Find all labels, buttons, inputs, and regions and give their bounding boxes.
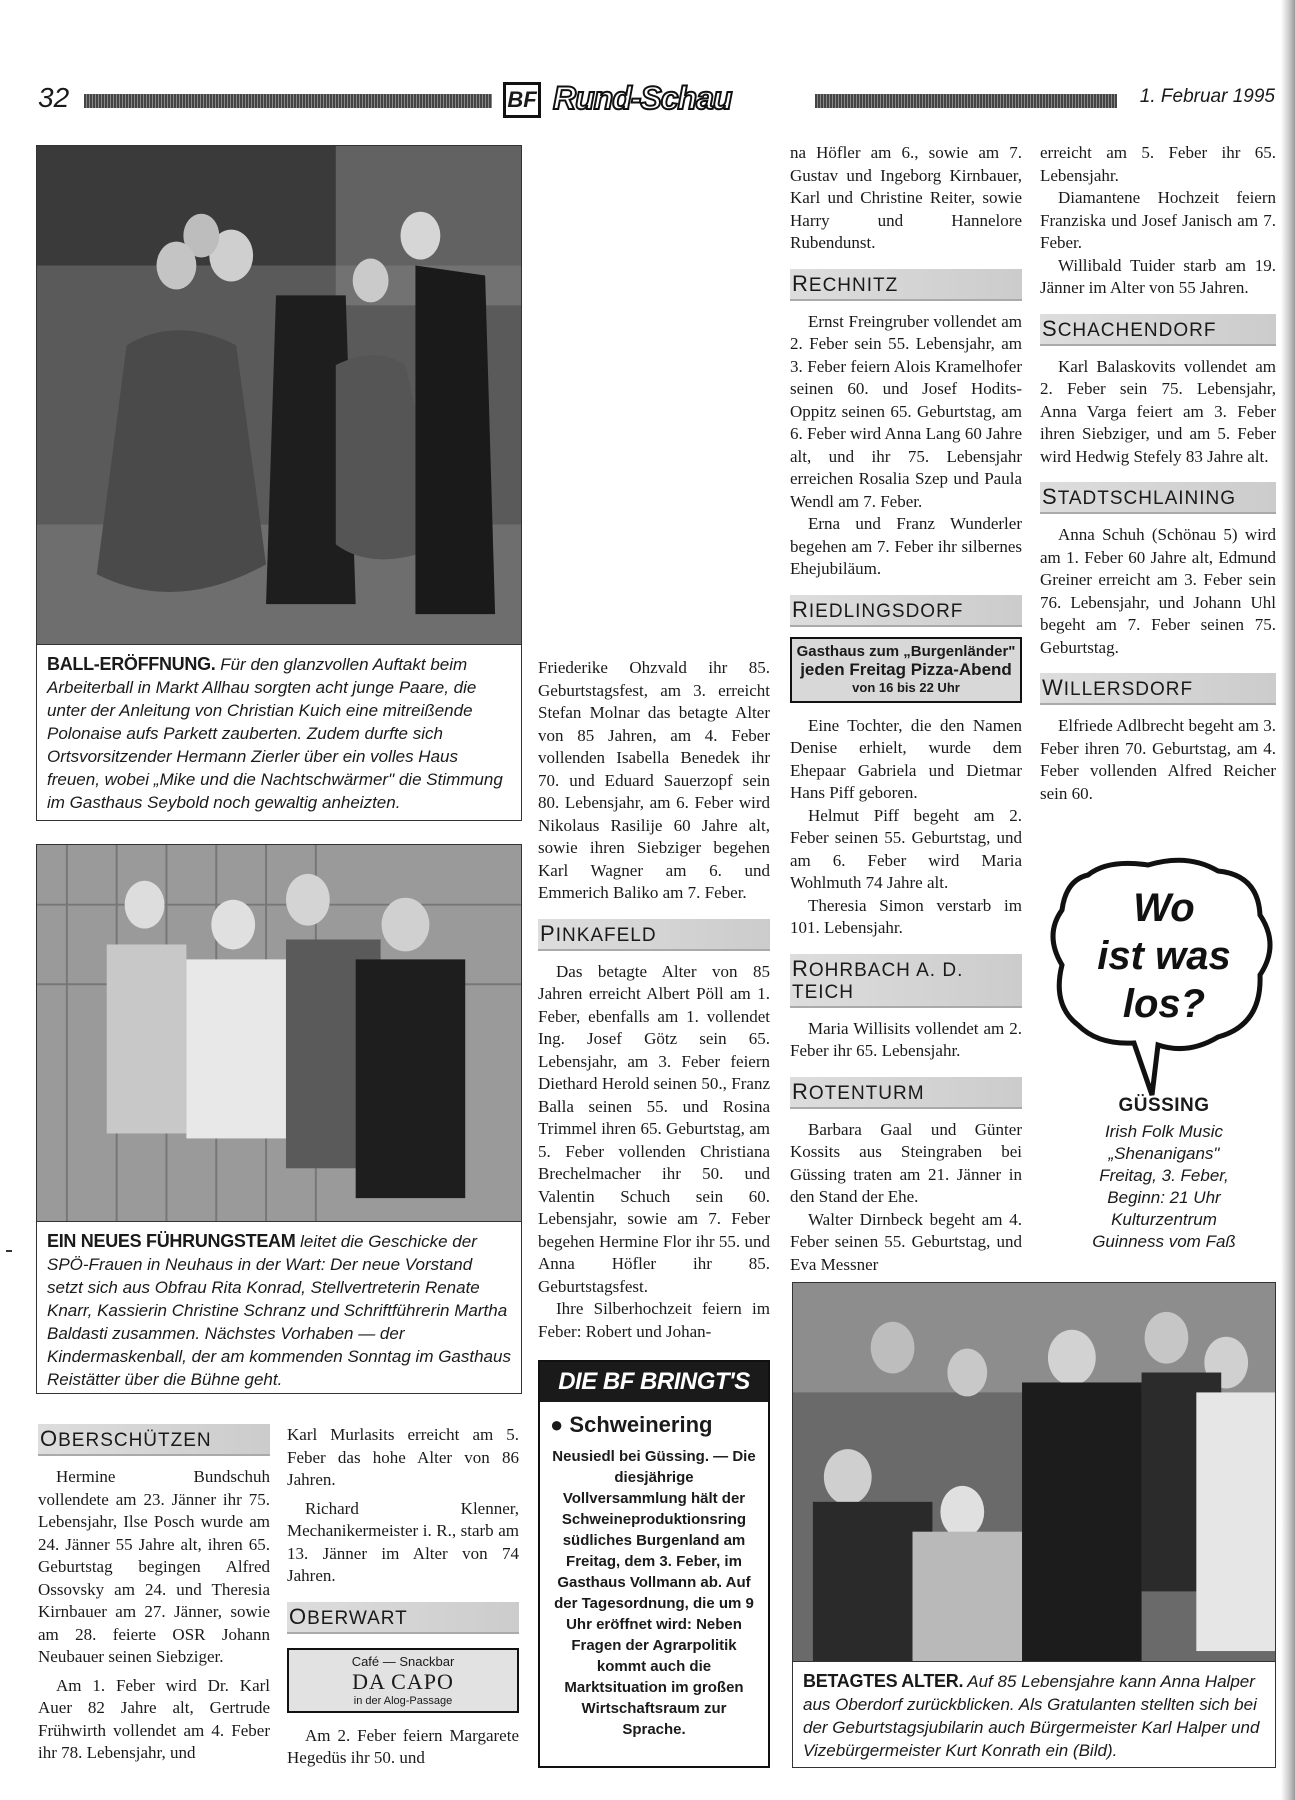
article-text: Elfriede Adlbrecht begeht am 3. Feber ihren 70. Geburtstag, am 4. Feber vollenden Alfred Reicher sein 60. [1040,716,1276,803]
ad-name: DA CAPO [352,1668,454,1694]
heading-rohrbach: ROHRBACH A. D. TEICH [790,954,1022,1008]
article-text: Karl Balaskovits vollendet am 2. Feber sein 75. Lebensjahr, Anna Varga feiert am 3. Feber ihren Siebziger, und am 5. Feber wird Hedwig Stefely 83 Jahre alt. [1040,356,1276,466]
photo-betagtes-alter [792,1282,1276,1662]
ad-gasthaus-burgenlaender [790,637,1022,703]
article-text: Ihre Silberhochzeit feiern im Feber: Robert und Johan- [538,1299,770,1341]
bubble-text: Wo [1133,886,1195,930]
article-text: Am 2. Feber feiern Margarete Hegedüs ihr 50. und [287,1725,519,1767]
article-text: Karl Murlasits erreicht am 5. Feber das hohe Alter von 86 Jahren. [287,1425,519,1489]
speech-bubble-icon [1048,855,1280,1105]
event-line: „Shenanigans" [1108,1144,1220,1163]
section-title: Rund-Schau [553,80,732,116]
event-line: Irish Folk Music [1104,1122,1224,1141]
event-line: Beginn: 21 Uhr [1107,1188,1221,1207]
ad-line: Gasthaus zum „Burgenländer" [796,642,1016,660]
heading-pinkafeld: PINKAFELD [538,919,770,951]
bf-logo: BF [503,82,541,118]
column-pinkafeld [538,657,770,1343]
article-text: Ernst Freingruber vollendet am 2. Feber sein 55. Lebensjahr, am 3. Feber feiern Alois Kramelhofer seinen 60. und Josef Hodits-Oppitz seinen 65. Geburtstag, am 6. Feber wird Anna Lang 60 Jahre alt, und ihr 75. Lebensjahr erreichen Rosalia Szep und Paula Wendl am 7. Feber. [790,311,1022,511]
article-text: Helmut Piff begeht am 2. Feber seinen 55. Geburtstag, und am 6. Feber wird Maria Wohlmuth 74 Jahre alt. [790,805,1022,892]
article-text: Friederike Ohzvald ihr 85. Geburtstagsfest, am 3. erreicht Stefan Molnar das betagte Alter von 85 Jahren, am 4. Feber vollenden Isabella Benedek ihr 70. und Eduard Sauerzopf sein 80. Lebensjahr, am 6. Feber wird Nikolaus Rasilije 60 Jahre alt, sowie ihren Siebziger begehen Karl Wagner am 6. und Emmerich Baliko am 7. Feber. [538,658,770,902]
caption-lead: EIN NEUES FÜHRUNGSTEAM [47,1231,296,1251]
article-text: Hermine Bundschuh vollendete am 23. Jänner ihr 75. Lebensjahr, Ilse Posch wurde am 24. Jänner 55 Jahre alt, ihren 65. Geburtstag begingen Alfred Ossovsky am 24. und Theresia Kirnbauer am 27. Jänner, sowie am 28. feierte OSR Johann Neubauer seinen Siebziger. [38,1467,270,1666]
ad-line: in der Alog-Passage [353,1694,453,1707]
bf-box-body: Neusiedl bei Güssing. — Die diesjährige Vollversammlung hält der Schweineproduktionsring südliches Burgenland am Freitag, dem 3. Feber, im Gasthaus Vollmann ab. Auf der Tagesordnung, die um 9 Uhr eröffnet wird: Neben Fragen der Agrarpolitik kommt auch die Marktsituation im großen Wirtschaftsraum zur Sprache. [552,1448,756,1738]
event-line: Guinness vom Faß [1092,1232,1236,1251]
article-text: Barbara Gaal und Günter Kossits aus Steingraben bei Güssing traten am 21. Jänner in den Stand der Ehe. [790,1119,1022,1206]
ad-line: jeden Freitag Pizza-Abend [800,659,1012,679]
column-rechnitz [790,142,1022,1276]
caption-ball-opening [36,645,522,821]
caption-betagtes-alter [792,1662,1276,1768]
heading-stadtschlaining: STADTSCHLAINING [1040,482,1276,514]
margin-mark [6,1250,12,1252]
caption-lead: BETAGTES ALTER. [803,1671,964,1691]
bf-box-title: DIE BF BRINGT'S [540,1362,768,1402]
article-text: Erna und Franz Wunderler begehen am 7. Feber ihr silbernes Ehejubiläum. [790,514,1022,578]
article-text: Walter Dirnbeck begeht am 4. Feber seinen 55. Geburtstag, und Eva Messner [790,1209,1022,1274]
heading-oberwart: OBERWART [287,1602,519,1634]
article-text: Maria Willisits vollendet am 2. Feber ihr 65. Lebensjahr. [790,1018,1022,1060]
bubble-text: ist was [1097,934,1231,978]
page-number: 32 [38,82,70,113]
issue-date: 1. Februar 1995 [1139,86,1275,107]
heading-oberschuetzen: OBERSCHÜTZEN [38,1424,270,1456]
header-rule-left [84,94,492,108]
column-oberwart [287,1424,519,1770]
photo-ball-opening [36,145,522,645]
bullet-icon: ● [550,1412,564,1437]
article-text: Diamantene Hochzeit feiern Franziska und Josef Janisch am 7. Feber. [1040,188,1276,252]
article-text: erreicht am 5. Feber ihr 65. Lebensjahr. [1040,143,1276,185]
article-text: Willibald Tuider starb am 19. Jänner im Alter von 55 Jahren. [1040,255,1276,297]
ad-cafe-da-capo [287,1648,519,1713]
bf-bringts-box [538,1360,770,1768]
event-line: Freitag, 3. Feber, [1099,1166,1229,1185]
article-text: Das betagte Alter von 85 Jahren erreicht Albert Pöll am 1. Feber, ebenfalls am 1. vollendet Ing. Josef Götz sein 65. Lebensjahr, am 3. Feber feiern Diethard Herold seinen 50., Franz Balla seinen 55. und Rosina Trimmel ihren 65. Geburtstag, am 5. Feber vollenden Christiana Brechelmacher ihr 50. und Valentin Schuch sein 60. Lebensjahr, sowie am 7. Feber begehen Hermine Flor ihr 55. und Anna Höfler ihr 85. Geburtstagsfest. [538,961,770,1296]
header-rule-right [815,94,1117,108]
caption-lead: BALL-ERÖFFNUNG. [47,654,216,674]
article-text: Eine Tochter, die den Namen Denise erhielt, wurde dem Ehepaar Gabriela und Dietmar Hans Piff geboren. [790,715,1022,802]
article-text: Richard Klenner, Mechanikermeister i. R., starb am 13. Jänner im Alter von 74 Jahren. [287,1498,519,1585]
caption-text: Auf 85 Lebensjahre kann Anna Halper aus Oberdorf zurückblicken. Als Gratulanten stellten sich bei der Geburtstagsjubilarin auch Bürgermeister Karl Halper und Vizebürgermeister Kurt Konrath ein (Bild). [803,1672,1260,1760]
article-text: Theresia Simon verstarb im 101. Lebensjahr. [790,895,1022,937]
caption-text: leitet die Geschicke der SPÖ-Frauen in Neuhaus in der Wart: Der neue Vorstand setzt sich aus Obfrau Rita Konrad, Stellvertreterin Renate Knarr, Kassierin Christine Schranz und Schriftführerin Martha Baldasti zusammen. Nächstes Vorhaben — der Kindermaskenball, der am kommenden Sonntag im Gasthaus Reistätter über die Bühne geht. [47,1232,511,1389]
event-town: GÜSSING [1118,1095,1210,1116]
heading-rechnitz: RECHNITZ [790,269,1022,301]
bf-box-subtitle [540,1402,768,1442]
heading-schachendorf: SCHACHENDORF [1040,314,1276,346]
column-stadtschlaining [1040,142,1276,805]
event-listing-guessing [1048,1095,1280,1253]
article-text: Anna Schuh (Schönau 5) wird am 1. Feber 60 Jahre alt, Edmund Greiner erreicht am 3. Feber sein 76. Lebensjahr, und Johann Uhl begeht am 7. Feber seinen 75. Geburtstag. [1040,525,1276,657]
bf-box-subtitle-text: Schweinering [569,1412,713,1437]
article-text: na Höfler am 6., sowie am 7. Gustav und Ingeborg Kirnbauer, Karl und Christine Reiter, sowie Harry und Hannelore Rubendunst. [790,143,1022,252]
caption-text: Für den glanzvollen Auftakt beim Arbeiterball in Markt Allhau sorgten acht junge Paare, die unter der Anleitung von Christian Kuich eine mitreißende Polonaise aufs Parkett zauberten. Zudem durfte sich Ortsvorsitzender Hermann Zierler über ein volles Haus freuen, wobei „Mike und die Nachtschwärmer" die Stimmung im Gasthaus Seybold noch gewaltig anheizten. [47,655,503,812]
wo-ist-was-los-bubble [1048,855,1280,1105]
article-text: Am 1. Feber wird Dr. Karl Auer 82 Jahre alt, Gertrude Frühwirth vollendet am 4. Feber ihr 78. Lebensjahr, und [38,1675,270,1762]
heading-willersdorf: WILLERSDORF [1040,673,1276,705]
event-line: Kulturzentrum [1111,1210,1217,1229]
ad-line: von 16 bis 22 Uhr [852,679,960,695]
page-edge-shadow [1281,0,1295,1800]
bubble-text: los? [1122,982,1206,1026]
photo-new-team [36,844,522,1222]
heading-rotenturm: ROTENTURM [790,1077,1022,1109]
ad-line: Café — Snackbar [351,1653,455,1669]
column-oberschuetzen [38,1410,270,1765]
caption-new-team [36,1222,522,1394]
heading-riedlingsdorf: RIEDLINGSDORF [790,595,1022,627]
